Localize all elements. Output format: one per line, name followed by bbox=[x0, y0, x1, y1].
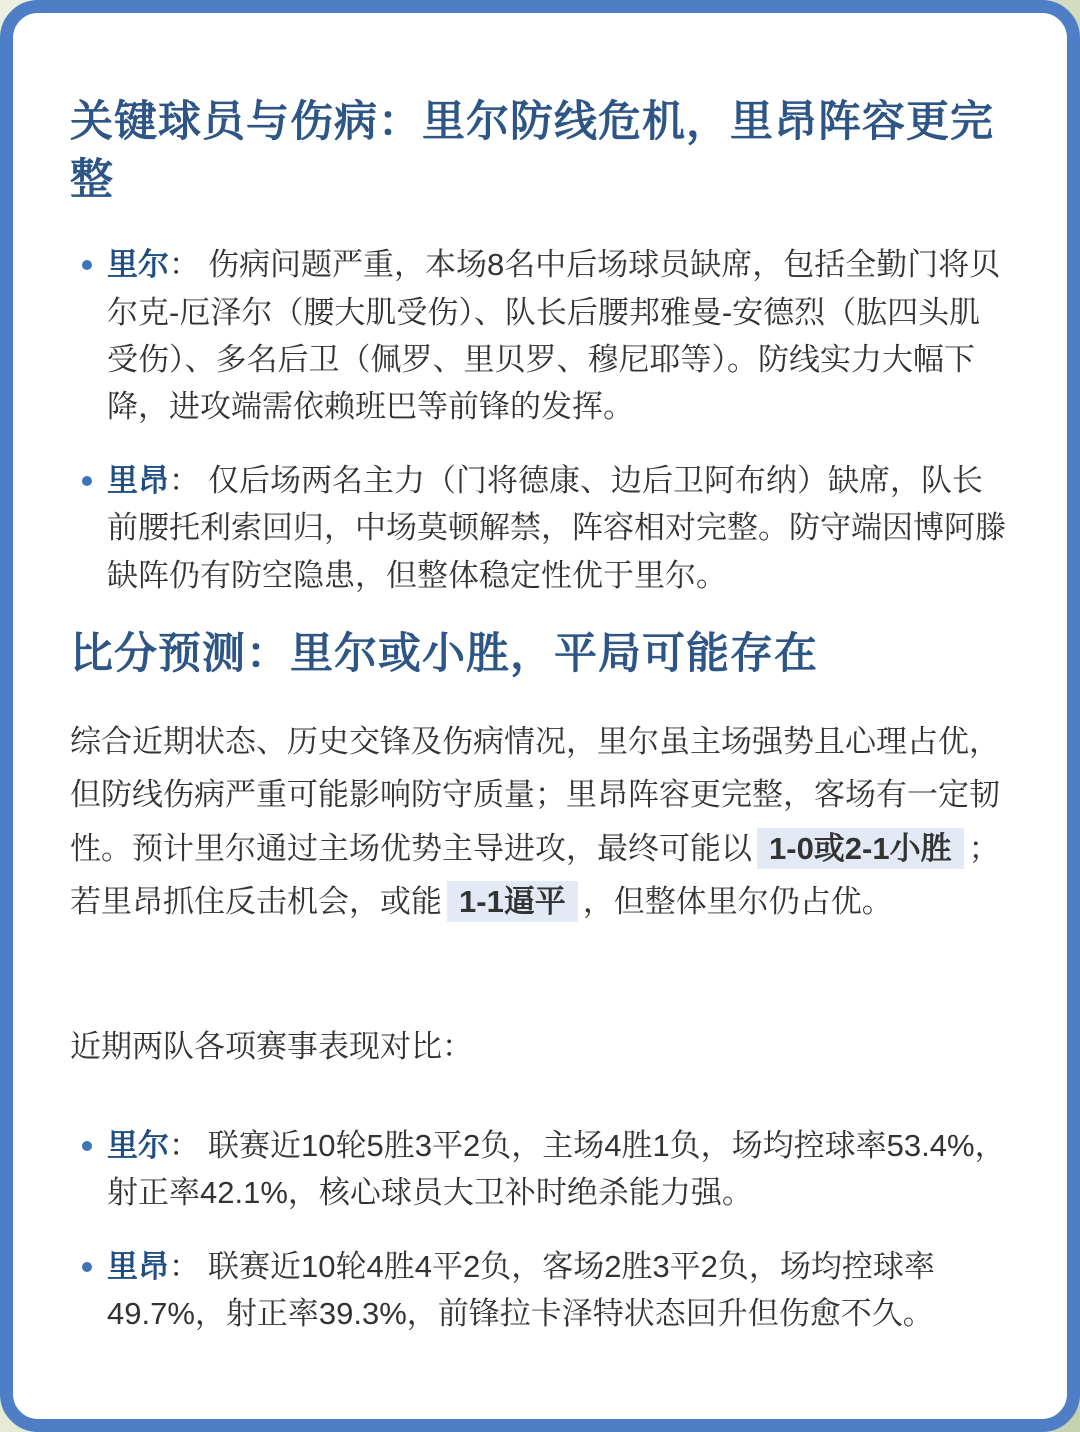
bullet-text-lyon-form bbox=[107, 1243, 1009, 1338]
prediction-text-part1: 综合近期状态、历史交锋及伤病情况，里尔虽主场强势且心理占优，但防线伤病严重可能影响防守质量；里昂阵容更完整，客场有一定韧性。预计里尔通过主场优势主导进攻，最终可能以 bbox=[70, 724, 1000, 866]
comparison-intro-text: 近期两队各项赛事表现对比： bbox=[70, 1029, 473, 1065]
colon-separator: ： bbox=[169, 1248, 200, 1284]
colon-separator: ： bbox=[169, 1127, 200, 1163]
bullet-dot-icon bbox=[82, 260, 92, 270]
colon-separator: ： bbox=[169, 247, 200, 283]
team-label-lille: 里尔 bbox=[107, 247, 169, 283]
article-body bbox=[13, 13, 1067, 1337]
team-label-lille: 里尔 bbox=[107, 1127, 169, 1163]
lille-form-text: 联赛近10轮5胜3平2负，主场4胜1负，场均控球率53.4%，射正率42.1%，核心球员大卫补时绝杀能力强。 bbox=[107, 1127, 1006, 1211]
lille-injuries-text: 伤病问题严重，本场8名中后场球员缺席，包括全勤门将贝尔克-厄泽尔（腰大肌受伤）、队长后腰邦雅曼-安德烈（肱四头肌受伤）、多名后卫（佩罗、里贝罗、穆尼耶等）。防线实力大幅下降，进攻端需依赖班巴等前锋的发挥。 bbox=[107, 247, 1001, 425]
score-highlight-win: 1-0或2-1小胜 bbox=[757, 828, 964, 869]
bullet-text-lille-injuries bbox=[107, 241, 1009, 431]
list-item-lyon-form bbox=[70, 1243, 1009, 1338]
bullet-text-lyon-injuries bbox=[107, 457, 1009, 599]
lyon-injuries-text: 仅后场两名主力（门将德康、边后卫阿布纳）缺席，队长前腰托利索回归，中场莫顿解禁，阵容相对完整。防守端因博阿滕缺阵仍有防空隐患，但整体稳定性优于里尔。 bbox=[107, 462, 1006, 593]
list-item-lyon-injuries bbox=[70, 457, 1009, 599]
bullet-dot-icon bbox=[82, 476, 92, 486]
heading-key-players-injuries: 关键球员与伤病：里尔防线危机，里昂阵容更完整 bbox=[70, 97, 994, 206]
prediction-text-part2: ；若里昂抓住反击机会，或能 bbox=[70, 830, 1000, 920]
prediction-text-part3: ，但整体里尔仍占优。 bbox=[582, 884, 893, 920]
bullet-text-lille-form bbox=[107, 1122, 1009, 1217]
bullet-dot-icon bbox=[82, 1141, 92, 1151]
prediction-paragraph bbox=[70, 715, 1009, 928]
list-item-lille-form bbox=[70, 1122, 1009, 1217]
injury-bullet-list bbox=[70, 241, 1009, 599]
list-item-lille-injuries bbox=[70, 241, 1009, 431]
bullet-dot-icon bbox=[82, 1262, 92, 1272]
lyon-form-text: 联赛近10轮4胜4平2负，客场2胜3平2负，场均控球率49.7%，射正率39.3%，前锋拉卡泽特状态回升但伤愈不久。 bbox=[107, 1248, 935, 1331]
heading-score-prediction: 比分预测：里尔或小胜，平局可能存在 bbox=[70, 629, 818, 680]
comparison-bullet-list bbox=[70, 1122, 1009, 1338]
colon-separator: ： bbox=[169, 462, 200, 498]
team-label-lyon: 里昂 bbox=[107, 462, 169, 498]
team-label-lyon: 里昂 bbox=[107, 1248, 169, 1284]
score-highlight-draw: 1-1逼平 bbox=[447, 881, 578, 922]
